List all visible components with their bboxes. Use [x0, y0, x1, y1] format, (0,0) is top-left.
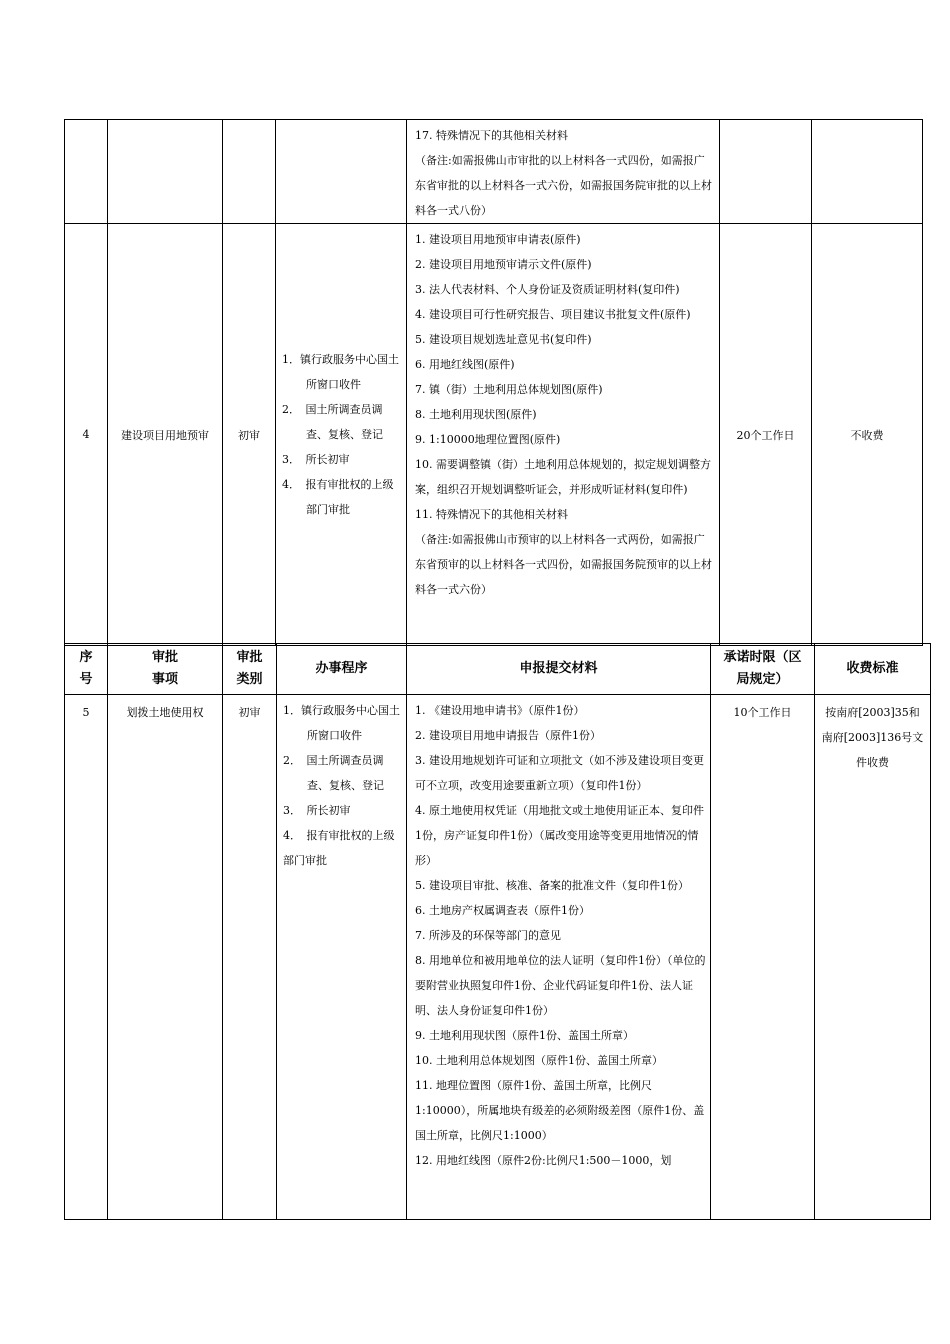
material-item: 4. 建设项目可行性研究报告、项目建议书批复文件(原件) — [415, 308, 691, 321]
header-item: 审批事项 — [108, 644, 223, 695]
time-limit: 20个工作日 — [720, 224, 812, 646]
procedure-step: 2． 国土所调查员调查、复核、登记 — [283, 754, 384, 792]
fee-cell — [812, 120, 923, 224]
procedure-step: 4． 报有审批权的上级部门审批 — [283, 829, 395, 867]
num-cell — [65, 120, 108, 224]
category-cell — [223, 120, 276, 224]
fee-standard: 按南府[2003]35和南府[2003]136号文件收费 — [815, 695, 931, 1220]
procedure-step: 1．镇行政服务中心国土所窗口收件 — [282, 353, 399, 391]
header-category: 审批类别 — [223, 644, 277, 695]
material-item: 7. 所涉及的环保等部门的意见 — [415, 929, 561, 942]
approval-item: 划拨土地使用权 — [108, 695, 223, 1220]
table-header-row — [65, 644, 931, 695]
approval-table-top — [64, 119, 923, 646]
material-item: 10. 土地利用总体规划图（原件1份、盖国土所章） — [415, 1054, 663, 1067]
table-row — [65, 120, 923, 224]
table-row — [65, 224, 923, 646]
material-item: 5. 建设项目规划选址意见书(复印件) — [415, 333, 592, 346]
approval-category: 初审 — [223, 224, 276, 646]
material-item: 6. 土地房产权属调查表（原件1份） — [415, 904, 590, 917]
procedure-step: 2． 国土所调查员调查、复核、登记 — [282, 403, 383, 441]
row-number: 5 — [65, 695, 108, 1220]
materials-cell — [407, 120, 720, 224]
procedure-list — [277, 695, 407, 1220]
material-item: 12. 用地红线图（原件2份:比例尺1:500－1000，划 — [415, 1154, 672, 1167]
material-item: 1. 建设项目用地预审申请表(原件) — [415, 233, 581, 246]
fee-standard: 不收费 — [812, 224, 923, 646]
item-cell — [108, 120, 223, 224]
procedure-step: 3． 所长初审 — [283, 804, 351, 817]
material-item: 2. 建设项目用地预审请示文件(原件) — [415, 258, 592, 271]
procedure-list — [276, 224, 407, 646]
material-item: 8. 用地单位和被用地单位的法人证明（复印件1份）（单位的要附营业执照复印件1份、企业代码证复印件1份、法人证明、法人身份证复印件1份） — [415, 954, 706, 1017]
materials-list — [407, 224, 720, 646]
approval-item: 建设项目用地预审 — [108, 224, 223, 646]
procedure-step: 4． 报有审批权的上级部门审批 — [282, 478, 394, 516]
material-item: 2. 建设项目用地申请报告（原件1份） — [415, 729, 601, 742]
header-num: 序号 — [65, 644, 108, 695]
material-item: 1. 《建设用地申请书》（原件1份） — [415, 704, 585, 717]
materials-list — [407, 695, 711, 1220]
time-limit: 10个工作日 — [711, 695, 815, 1220]
material-item: 5. 建设项目审批、核准、备案的批准文件（复印件1份） — [415, 879, 689, 892]
header-procedure: 办事程序 — [277, 644, 407, 695]
procedure-step: 3． 所长初审 — [282, 453, 350, 466]
material-item: 3. 建设用地规划许可证和立项批文（如不涉及建设项目变更可不立项，改变用途要重新立项）（复印件1份） — [415, 754, 704, 792]
time-limit-cell — [720, 120, 812, 224]
material-item: 9. 土地利用现状图（原件1份、盖国土所章） — [415, 1029, 634, 1042]
header-time-limit: 承诺时限（区局规定） — [711, 644, 815, 695]
material-note: （备注:如需报佛山市审批的以上材料各一式四份，如需报广东省审批的以上材料各一式六份，如需报国务院审批的以上材料各一式八份） — [415, 154, 712, 217]
header-materials: 申报提交材料 — [407, 644, 711, 695]
material-item: 4. 原土地使用权凭证（用地批文或土地使用证正本、复印件1份，房产证复印件1份）（属改变用途等变更用地情况的情形） — [415, 804, 704, 867]
material-item: 9. 1:10000地理位置图(原件) — [415, 433, 561, 446]
material-item: 10. 需要调整镇（街）土地利用总体规划的，拟定规划调整方案，组织召开规划调整听证会，并形成听证材料(复印件) — [415, 458, 711, 496]
approval-table-bottom — [64, 643, 931, 1220]
row-number: 4 — [65, 224, 108, 646]
material-item: 7. 镇（街）土地利用总体规划图(原件) — [415, 383, 603, 396]
material-note: （备注:如需报佛山市预审的以上材料各一式两份，如需报广东省预审的以上材料各一式四份，如需报国务院预审的以上材料各一式六份） — [415, 533, 712, 596]
material-item: 6. 用地红线图(原件) — [415, 358, 515, 371]
procedure-cell — [276, 120, 407, 224]
table-row — [65, 695, 931, 1220]
material-item: 11. 特殊情况下的其他相关材料 — [415, 508, 568, 521]
material-item: 3. 法人代表材料、个人身份证及资质证明材料(复印件) — [415, 283, 680, 296]
header-fee: 收费标准 — [815, 644, 931, 695]
material-item: 17. 特殊情况下的其他相关材料 — [415, 129, 568, 142]
material-item: 8. 土地利用现状图(原件) — [415, 408, 537, 421]
material-item: 11. 地理位置图（原件1份、盖国土所章，比例尺1:10000），所属地块有级差的必须附级差图（原件1份、盖国土所章，比例尺1:1000） — [415, 1079, 705, 1142]
approval-category: 初审 — [223, 695, 277, 1220]
procedure-step: 1．镇行政服务中心国土所窗口收件 — [283, 704, 400, 742]
